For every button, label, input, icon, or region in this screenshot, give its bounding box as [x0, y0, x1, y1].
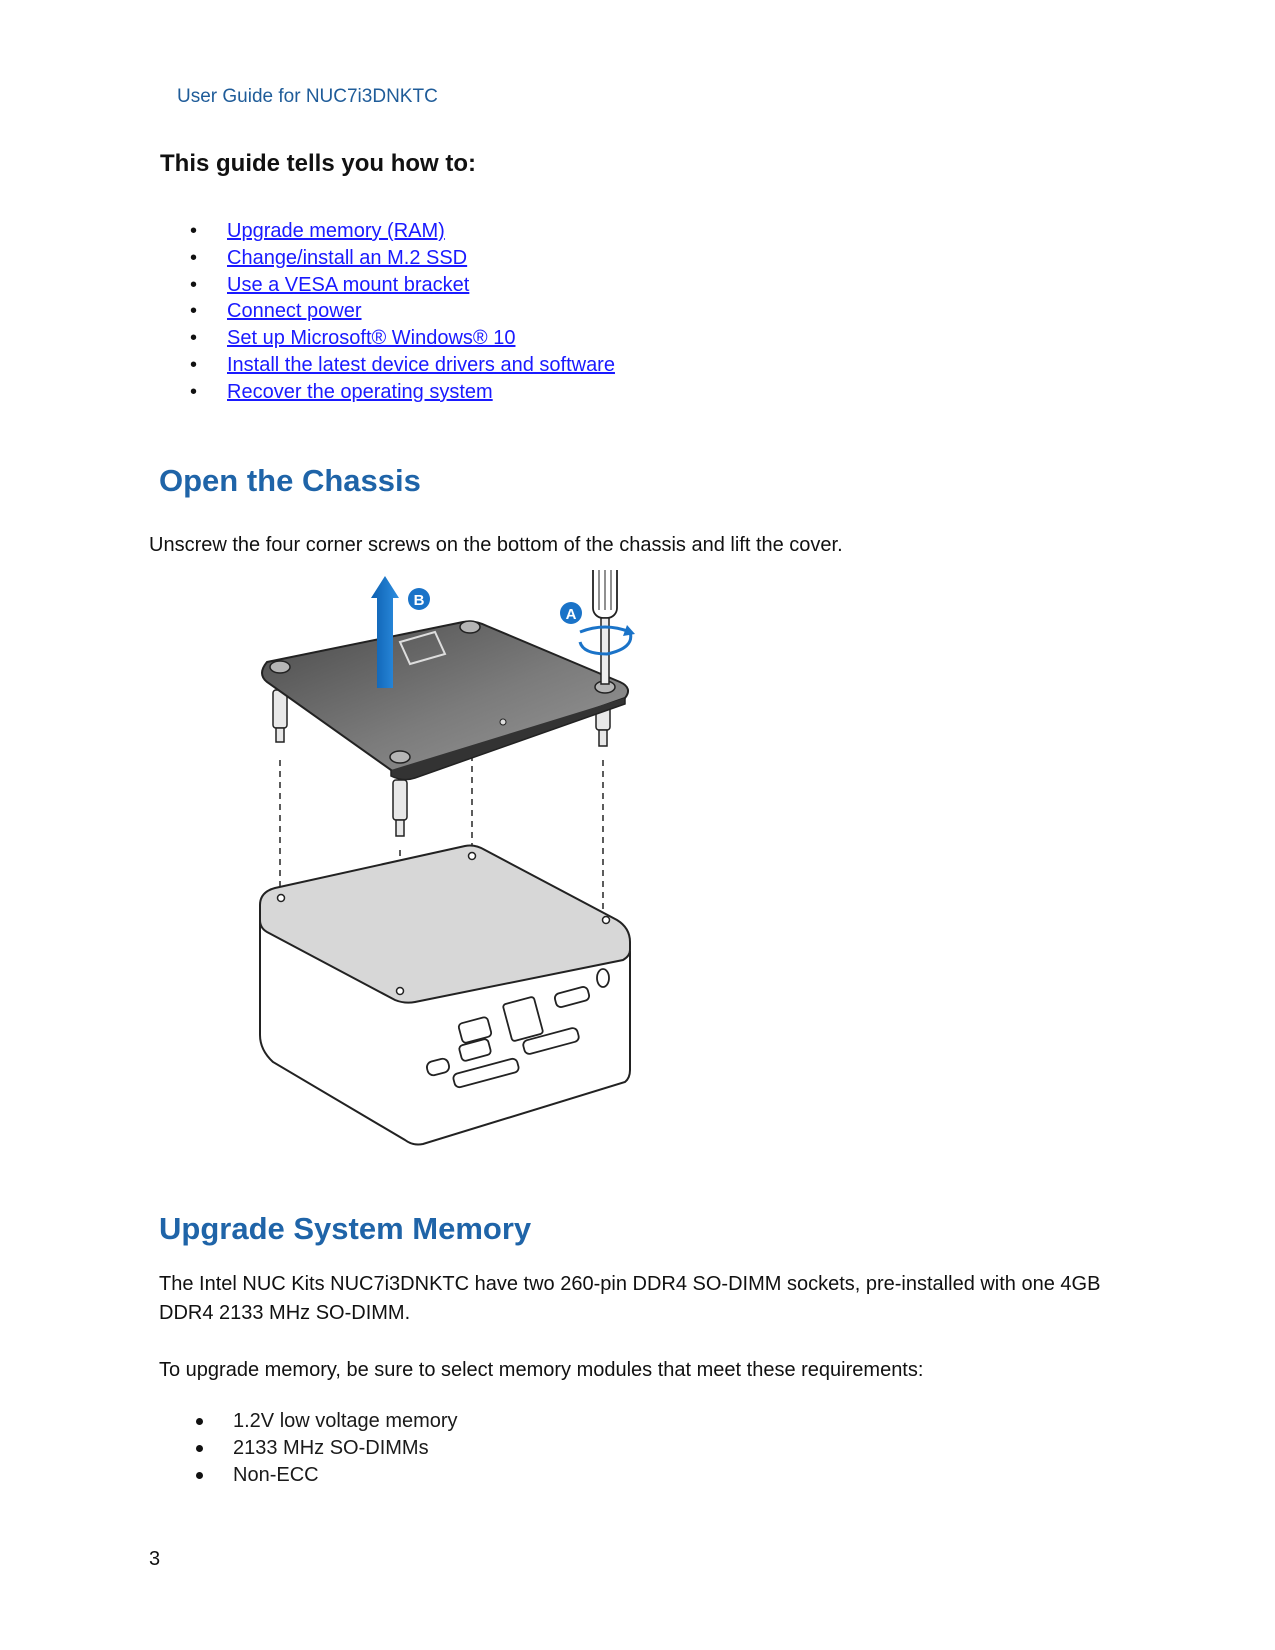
nuc-base	[260, 846, 630, 1145]
link-install-drivers[interactable]: Install the latest device drivers and software	[227, 353, 615, 376]
open-chassis-heading: Open the Chassis	[159, 463, 421, 498]
label-b: B	[413, 592, 425, 609]
chassis-lid	[262, 621, 628, 780]
running-header: User Guide for NUC7i3DNKTC	[177, 86, 438, 107]
bullet: •	[190, 220, 198, 242]
link-setup-windows[interactable]: Set up Microsoft® Windows® 10	[227, 327, 516, 350]
page-number: 3	[149, 1548, 161, 1570]
bullet: •	[190, 300, 198, 323]
bullet: •	[190, 273, 198, 296]
requirement-text: 2133 MHz SO-DIMMs	[233, 1437, 429, 1459]
link-install-ssd[interactable]: Change/install an M.2 SSD	[227, 246, 468, 269]
requirement-text: 1.2V low voltage memory	[233, 1410, 458, 1432]
bullet	[196, 1418, 203, 1425]
bullet: •	[190, 380, 198, 403]
memory-requirements-intro: To upgrade memory, be sure to select memory modules that meet these requirements:	[159, 1359, 924, 1381]
link-recover-os[interactable]: Recover the operating system	[227, 380, 493, 403]
bullet: •	[190, 353, 198, 376]
link-upgrade-memory[interactable]: Upgrade memory (RAM)	[227, 220, 445, 242]
chassis-illustration	[255, 570, 670, 1165]
upgrade-memory-heading: Upgrade System Memory	[159, 1211, 532, 1246]
bullet	[196, 1472, 203, 1479]
open-chassis-instruction: Unscrew the four corner screws on the bottom of the chassis and lift the cover.	[149, 534, 843, 556]
memory-description: The Intel NUC Kits NUC7i3DNKTC have two 260-pin DDR4 SO-DIMM sockets, pre-installed with one 4GB DDR4 2133 MHz SO-DIMM.	[159, 1273, 1101, 1324]
link-vesa-mount[interactable]: Use a VESA mount bracket	[227, 273, 470, 296]
bullet: •	[190, 246, 198, 269]
intro-heading: This guide tells you how to:	[160, 150, 476, 177]
link-connect-power[interactable]: Connect power	[227, 300, 362, 323]
label-a: A	[565, 606, 577, 623]
bullet: •	[190, 327, 198, 350]
requirement-text: Non-ECC	[233, 1464, 319, 1486]
bullet	[196, 1445, 203, 1452]
